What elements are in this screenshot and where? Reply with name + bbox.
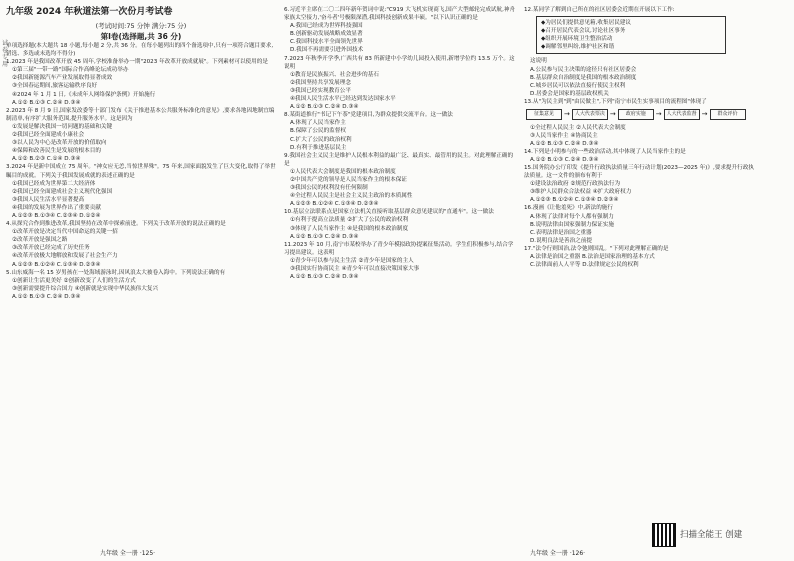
answer-option: A.体现了法律对每个人都有强制力 bbox=[530, 213, 614, 220]
answer-option: ①发展是解决我国一切问题的基础和关键 bbox=[12, 123, 113, 130]
answer-option: A.①② B.①③ C.②④ D.③④ bbox=[530, 156, 599, 163]
flow-step: 征集意见 bbox=[526, 109, 562, 120]
answer-option: 这说明 bbox=[530, 58, 547, 65]
answer-option: ③体现了人民当家作主 ④是我国的根本政治制度 bbox=[290, 225, 409, 232]
answer-option: D.说明良法是善治之前提 bbox=[530, 237, 593, 244]
answer-option: A.①② B.②③ C.①④ D.③④ bbox=[12, 156, 81, 163]
answer-option: ④我国人民生活水平已经达到发达国家水平 bbox=[290, 96, 396, 103]
question-list-left bbox=[6, 58, 276, 301]
answer-option: ①改革开放是决定当代中国命运的关键一招 bbox=[12, 229, 118, 236]
answer-option: D.有利于推进基层民主 bbox=[290, 144, 347, 151]
answer-option: C.城乡居民可以依法直接行使民主权利 bbox=[530, 82, 626, 89]
answer-option: A.①② B.①③ C.②④ D.③④ bbox=[290, 233, 359, 240]
answer-option: C.扩大了公民的政治权利 bbox=[290, 136, 352, 143]
answer-option: ②改革开放是强国之路 bbox=[12, 237, 68, 244]
question-text: 9.我国社会主义民主是维护人民根本利益的最广泛、最真实、最管用的民主。对此理解正确的是 bbox=[284, 152, 514, 167]
box-item: ◆调解邻里纠纷,维护社区和谐 bbox=[541, 44, 615, 51]
answer-option: A.法律是治国之重器 B.法治是国家治理的基本方式 bbox=[530, 254, 655, 261]
question-text: 1.2023 年是我国改革开放 45 周年,学校准备举办一期"2023 年改革开放成就展"。下列素材可以使用的是 bbox=[6, 59, 268, 66]
scanner-watermark: 扫描全能王 创建 bbox=[680, 530, 743, 540]
exam-info: (考试时间:75 分钟 满分:75 分) bbox=[95, 22, 187, 30]
question-text: 11.2023 年 10 月,南宁市某校举办了青少年模拟政协提案征集活动。学生们积极参与,结合学习提出建议。这表明 bbox=[284, 241, 514, 256]
question-text: 8.某街道推行"书记下午茶"党建项目,为群众提供交流平台。这一做法 bbox=[284, 112, 453, 119]
community-work-box bbox=[536, 16, 726, 54]
answer-option: ①教育是民族振兴、社会进步的基石 bbox=[290, 71, 379, 78]
paper-title: 九年级 2024 年秋道法第一次份月考试卷 bbox=[6, 7, 173, 17]
instruction: 单项选择题(本大题共 18 小题,每小题 2 分,共 36 分。在每小题列出的四个备选项中,只有一项符合题目要求,错选、多选或未选均不得分) bbox=[6, 43, 274, 58]
answer-option: A.①② B.①③ C.②④ D.③④ bbox=[290, 104, 359, 111]
question-text: 2.2023 年 8 月 9 日,国家发改委等十部门发布《关于推进基本公共服务标准化的意见》,要求各地因地制宜编制清单,有序扩大服务范围,提升服务水平。这是因为 bbox=[6, 107, 275, 122]
question-text: 15.国务院办公厅印发《提升行政执法质量三年行动计划(2023—2025 年)》,要求提升行政执法质量。这一文件的颁布有利于 bbox=[524, 165, 754, 180]
answer-option: A.①② B.①③ C.②④ D.③④ bbox=[12, 99, 81, 106]
answer-option: A.我国已经成为世界科技强国 bbox=[290, 23, 363, 30]
question-text: 10.基层立法联系点是国家立法机关直接听取基层群众意见建议的"直通车"。这一做法 bbox=[284, 209, 494, 216]
flow-step: 人大代表监督 bbox=[664, 109, 700, 120]
answer-option: ④改革开放极大地解放和发展了社会生产力 bbox=[12, 253, 118, 260]
question-text: 3.2024 年是新中国成立 75 周年。"神女应无恙,当惊世界殊"。75 年来,国家面貌发生了巨大变化,取得了举世瞩目的成就。下列关于我国发展成就的表述正确的是 bbox=[6, 164, 276, 179]
question-text: 4.从探究合作到推进改革,我国坚持在改革中探索前进。下列关于改革开放的说法正确的是 bbox=[6, 221, 226, 228]
answer-option: ④全过程人民民主是社会主义民主政治的本质属性 bbox=[290, 193, 413, 200]
answer-option: ③我国已经实现教育公平 bbox=[290, 87, 351, 94]
answer-option: B.创新驱动发展战略成效显著 bbox=[290, 31, 363, 38]
answer-option: ①有利于提高立法质量 ②扩大了公民的政治权利 bbox=[290, 217, 409, 224]
answer-option: A.①②③ B.①②④ C.①③④ D.②③④ bbox=[530, 197, 619, 204]
footer-left: 九年级 全一册 ·125· bbox=[100, 550, 156, 557]
answer-option: C.我国科技水平全面领先世界 bbox=[290, 39, 363, 46]
column-middle bbox=[284, 6, 516, 546]
question-text: 5.山东威海一名 15 岁男孩在一处海域游泳时,因风浪太大被卷入海中。下列说法正确的有 bbox=[6, 269, 226, 276]
answer-option: ④2024 年 1 月 1 日,《未成年人网络保护条例》开始施行 bbox=[12, 91, 156, 98]
arrow-icon: → bbox=[655, 110, 662, 119]
answer-option: A.①② B.①③ C.②④ D.③④ bbox=[12, 293, 81, 300]
question-list-right-a bbox=[524, 57, 754, 106]
box-item: ◆召开居民代表会议,讨论社区事务 bbox=[541, 28, 626, 35]
arrow-icon: → bbox=[609, 110, 616, 119]
answer-option: A.公民参与民主决策的途径只有社区居委会 bbox=[530, 66, 637, 73]
answer-option: B.保障了公民的监督权 bbox=[290, 128, 346, 135]
footer-right: 九年级 全一册 ·126· bbox=[530, 550, 586, 557]
answer-option: A.①②③ B.①②④ C.①③④ D.②③④ bbox=[290, 201, 379, 208]
answer-option: ③全国春运期间,旅客运输秩序良好 bbox=[12, 83, 98, 90]
answer-option: ②我国新能源汽车产业发展取得显著成效 bbox=[12, 75, 113, 82]
answer-option: A.①②③ B.①③④ C.②③④ D.①②④ bbox=[12, 212, 101, 219]
question-text: 6.习近平主席在二〇二四年新年贺词中说:"C919 大飞机实现商飞,国产大型邮轮完成试航,神舟家族太空接力,'奋斗者'号极限深潜,我国科技创新成果丰硕。"以下认识正确的是 bbox=[284, 7, 516, 22]
question-text: 16.漫画《让他羞死》中,新法的施行 bbox=[524, 205, 613, 212]
answer-option: ③改革开放已经完成了历史任务 bbox=[12, 245, 90, 252]
answer-option: ①创新让生活更美好 ②创新改变了人们的生活方式 bbox=[12, 277, 136, 284]
answer-option: A.①② B.①③ C.②④ D.③④ bbox=[530, 140, 599, 147]
box-item: ◆为居民们提供意见箱,收集居民建议 bbox=[541, 20, 631, 27]
answer-option: B.说明法律由国家强制力保证实施 bbox=[530, 221, 614, 228]
flow-chart bbox=[526, 109, 754, 120]
answer-option: ①全过程人民民主 ②人民代表大会制度 bbox=[530, 124, 626, 131]
flow-step: 人大代表票决 bbox=[572, 109, 608, 120]
answer-option: ①第三届"一带一路"国际合作高峰论坛成功举办 bbox=[12, 67, 129, 74]
column-left bbox=[6, 6, 276, 546]
answer-option: ②中国共产党的领导是人民当家作主的根本保证 bbox=[290, 176, 407, 183]
question-text: 17."法令行则国治,法令弛则国乱。"下列对此理解正确的是 bbox=[524, 245, 669, 252]
answer-option: A.①②③ B.①②④ C.①③④ D.②③④ bbox=[12, 261, 101, 268]
arrow-icon: → bbox=[701, 110, 708, 119]
arrow-icon: → bbox=[564, 110, 570, 119]
flow-step: 群众评价 bbox=[710, 109, 746, 120]
answer-option: A.体现了人民当家作主 bbox=[290, 120, 346, 127]
side-note: 试卷专用 bbox=[2, 40, 9, 68]
question-text: 7.2023 年秋季开学季,广西共有 83 所新建中小学幼儿园投入使用,新增学位约 13.5 万个。这说明 bbox=[284, 55, 515, 70]
box-item: ◆组织开展环境卫生整治活动 bbox=[541, 36, 613, 43]
answer-option: ③我国人民生活水平显著提高 bbox=[12, 196, 85, 203]
qr-code-icon bbox=[652, 523, 676, 547]
answer-option: ②我国坚持共享发展理念 bbox=[290, 79, 351, 86]
answer-option: B.基层群众自治制度是我国的根本政治制度 bbox=[530, 74, 637, 81]
answer-option: ③以人民为中心是改革开放的价值取向 bbox=[12, 140, 107, 147]
answer-option: D.我国不再需要引进外国技术 bbox=[290, 47, 364, 54]
answer-option: ①我国已经成为世界第二大经济体 bbox=[12, 180, 96, 187]
answer-option: ④保障和改善民生是发展的根本目的 bbox=[12, 148, 101, 155]
answer-option: ③维护人民群众合法权益 ④扩大政府权力 bbox=[530, 189, 632, 196]
question-text: 12.某同学了解到自己所在的社区居委会近期在开展以下工作: bbox=[524, 7, 675, 13]
answer-option: ②我国已经全面建成小康社会 bbox=[12, 132, 85, 139]
question-list-middle bbox=[284, 6, 516, 281]
question-text: 14.下列是小明参与的一些政治活动,其中体现了人民当家作主的是 bbox=[524, 148, 686, 155]
answer-option: ③创新需要提升综合国力 ④创新就是实现中华民族伟大复兴 bbox=[12, 285, 159, 292]
question-list-right-b bbox=[524, 124, 754, 270]
answer-option: C.法律面前人人平等 D.法律规定公民的权利 bbox=[530, 262, 639, 269]
answer-option: ①人民代表大会制度是我国的根本政治制度 bbox=[290, 168, 396, 175]
answer-option: D.居委会是国家的基层政权机关 bbox=[530, 90, 609, 97]
question-text: 13.从"为民主到"到"由民做主",下列"南宁市民生实事项目的流程图"体现了 bbox=[524, 98, 707, 105]
answer-option: C.表明法律是治国之重器 bbox=[530, 229, 592, 236]
answer-option: ①青少年可以参与民主生活 ②青少年是国家的主人 bbox=[290, 257, 414, 264]
answer-option: ③我国实行协商民主 ④青少年可以直接决策国家大事 bbox=[290, 266, 420, 272]
flow-step: 政府实施 bbox=[618, 109, 654, 120]
answer-option: ②我国已经全面建成社会主义现代化强国 bbox=[12, 188, 113, 195]
answer-option: ③人民当家作主 ④协商民主 bbox=[530, 132, 598, 139]
column-right bbox=[524, 6, 754, 546]
answer-option: A.①② B.①③ C.②④ D.③④ bbox=[290, 274, 359, 281]
answer-option: ③我国公民的权利没有任何限制 bbox=[290, 185, 368, 192]
part-heading: 第Ⅰ卷(选择题,共 36 分) bbox=[100, 32, 182, 41]
answer-option: ④我国的发展为世界作出了重要贡献 bbox=[12, 204, 101, 211]
answer-option: ①建设法治政府 ②规范行政执法行为 bbox=[530, 181, 621, 188]
